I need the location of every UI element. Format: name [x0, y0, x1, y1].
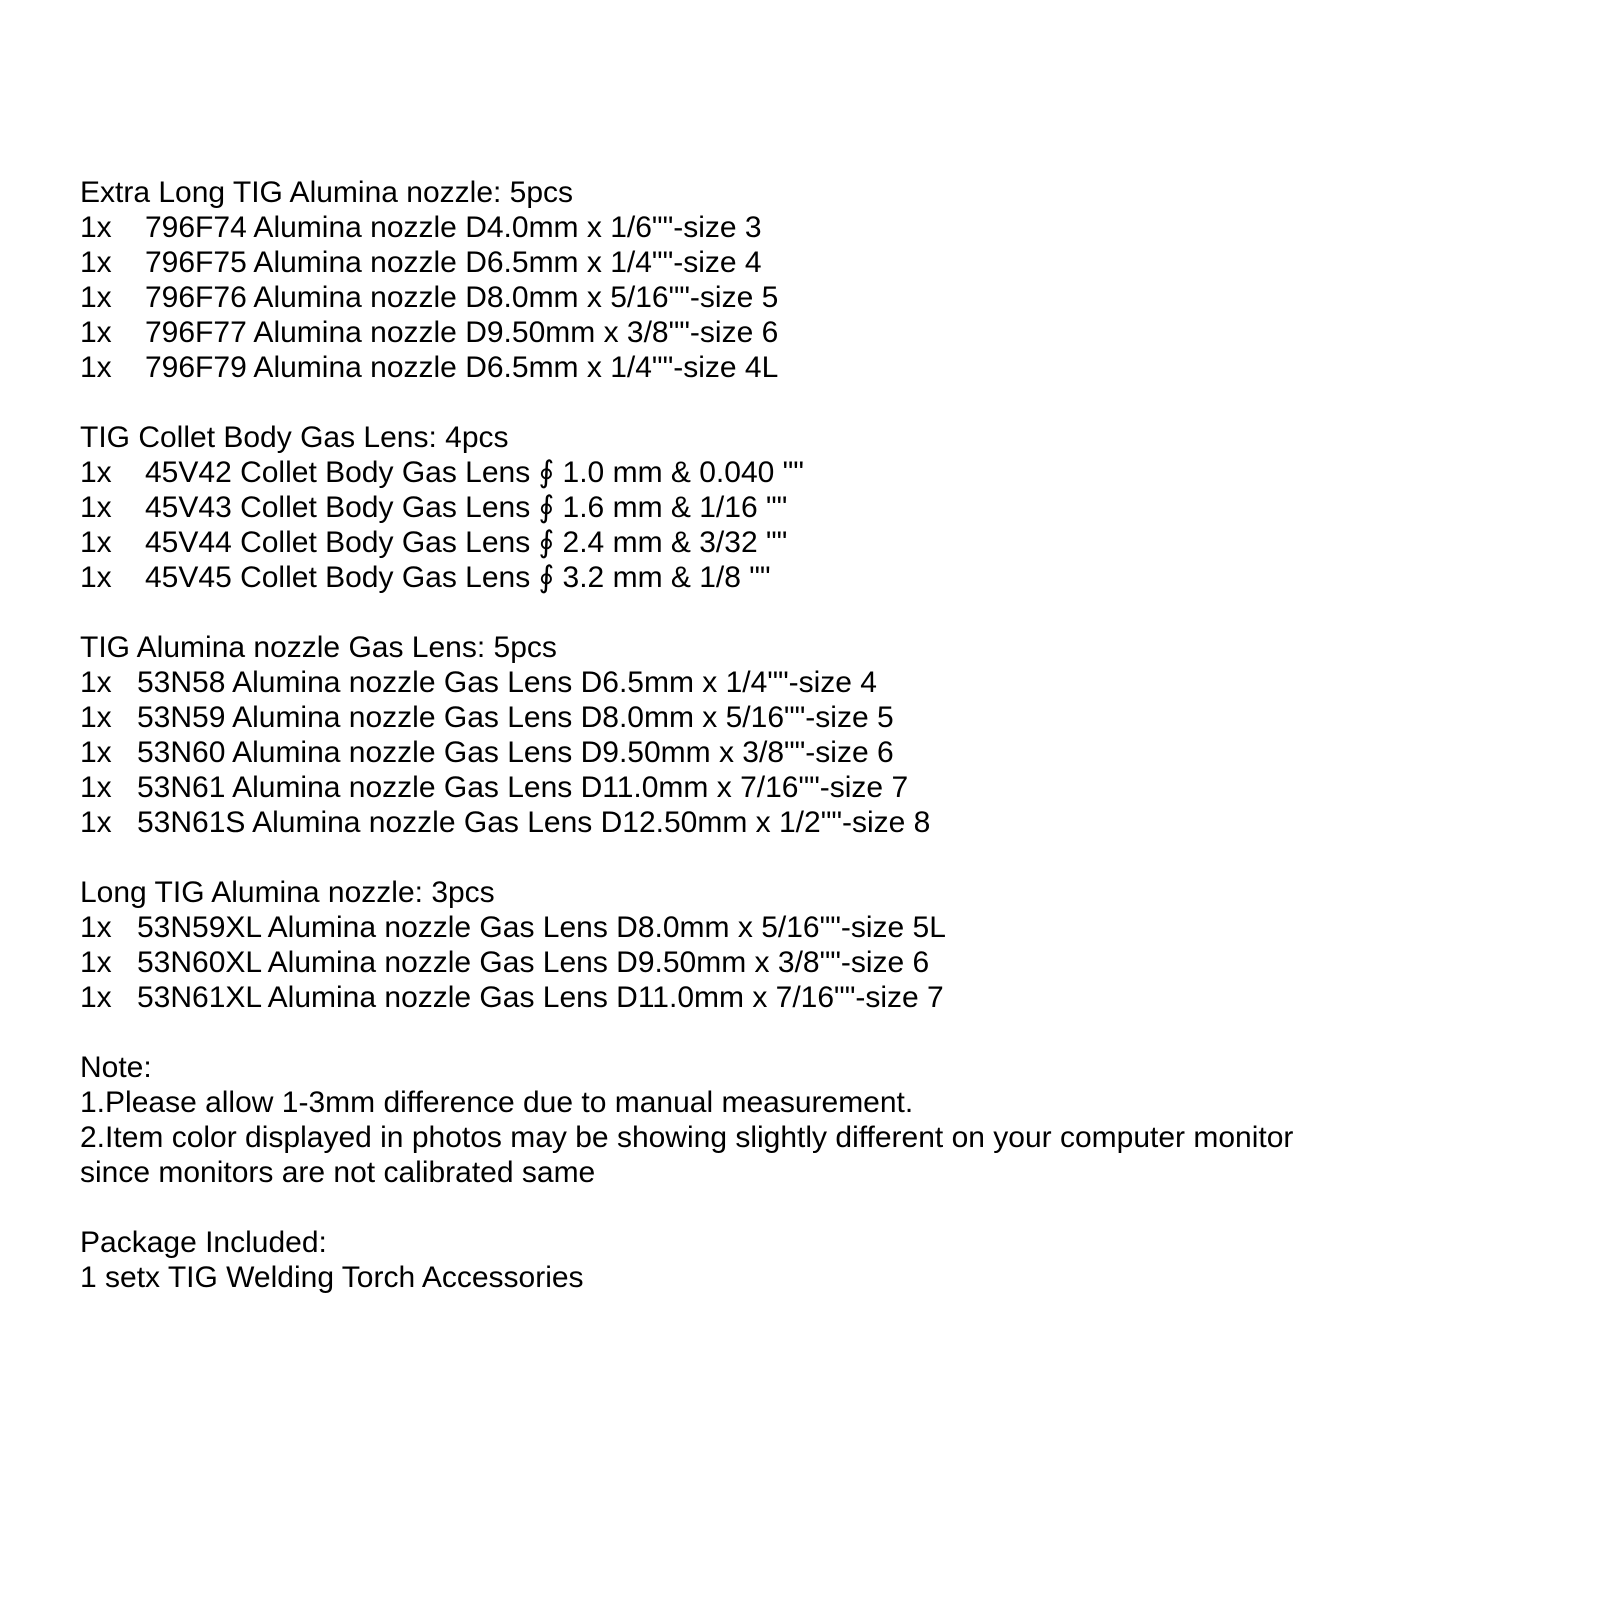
item-qty: 1x	[80, 246, 112, 279]
list-item	[80, 315, 1550, 350]
list-item	[80, 735, 1550, 770]
note-line: 1.Please allow 1-3mm difference due to manual measurement.	[80, 1086, 914, 1119]
section-alumina-nozzle-gas-lens	[80, 630, 1550, 840]
list-item	[80, 210, 1550, 245]
item-qty: 1x	[80, 281, 112, 314]
item-text: 796F79 Alumina nozzle D6.5mm x 1/4""-size 4L	[145, 351, 779, 384]
note-line: 2.Item color displayed in photos may be showing slightly different on your computer monitor	[80, 1121, 1294, 1154]
item-qty: 1x	[80, 981, 112, 1014]
list-item	[80, 560, 1550, 595]
section-long-alumina-nozzle	[80, 875, 1550, 1015]
package-heading: Package Included:	[80, 1226, 327, 1259]
item-text: 53N59 Alumina nozzle Gas Lens D8.0mm x 5/16""-size 5	[137, 701, 894, 734]
item-text: 45V44 Collet Body Gas Lens ∮ 2.4 mm & 3/32 ""	[145, 526, 788, 559]
item-qty: 1x	[80, 666, 112, 699]
product-description-document	[80, 175, 1550, 1295]
section-heading: TIG Alumina nozzle Gas Lens: 5pcs	[80, 631, 557, 664]
item-text: 796F75 Alumina nozzle D6.5mm x 1/4""-size 4	[145, 246, 762, 279]
list-item	[80, 490, 1550, 525]
item-qty: 1x	[80, 806, 112, 839]
item-text: 53N60 Alumina nozzle Gas Lens D9.50mm x 3/8""-size 6	[137, 736, 894, 769]
list-item	[80, 525, 1550, 560]
item-text: 53N61S Alumina nozzle Gas Lens D12.50mm x 1/2""-size 8	[137, 806, 931, 839]
list-item	[80, 350, 1550, 385]
item-text: 53N61XL Alumina nozzle Gas Lens D11.0mm x 7/16""-size 7	[137, 981, 944, 1014]
list-item	[80, 805, 1550, 840]
note-heading: Note:	[80, 1051, 152, 1084]
item-qty: 1x	[80, 526, 112, 559]
item-qty: 1x	[80, 491, 112, 524]
item-text: 53N58 Alumina nozzle Gas Lens D6.5mm x 1/4""-size 4	[137, 666, 877, 699]
section-heading: TIG Collet Body Gas Lens: 4pcs	[80, 421, 509, 454]
item-text: 53N59XL Alumina nozzle Gas Lens D8.0mm x 5/16""-size 5L	[137, 911, 946, 944]
list-item	[80, 245, 1550, 280]
package-line: 1 setx TIG Welding Torch Accessories	[80, 1261, 584, 1294]
item-qty: 1x	[80, 351, 112, 384]
item-text: 45V43 Collet Body Gas Lens ∮ 1.6 mm & 1/16 ""	[145, 491, 788, 524]
list-item	[80, 665, 1550, 700]
list-item	[80, 770, 1550, 805]
item-qty: 1x	[80, 736, 112, 769]
item-text: 53N60XL Alumina nozzle Gas Lens D9.50mm x 3/8""-size 6	[137, 946, 930, 979]
item-qty: 1x	[80, 911, 112, 944]
item-text: 53N61 Alumina nozzle Gas Lens D11.0mm x 7/16""-size 7	[137, 771, 909, 804]
section-heading: Extra Long TIG Alumina nozzle: 5pcs	[80, 176, 574, 209]
item-qty: 1x	[80, 701, 112, 734]
item-text: 45V45 Collet Body Gas Lens ∮ 3.2 mm & 1/8 ""	[145, 561, 771, 594]
section-collet-body-gas-lens	[80, 420, 1550, 595]
list-item	[80, 455, 1550, 490]
item-text: 796F77 Alumina nozzle D9.50mm x 3/8""-size 6	[145, 316, 779, 349]
section-package-included	[80, 1225, 1550, 1295]
section-heading: Long TIG Alumina nozzle: 3pcs	[80, 876, 495, 909]
item-qty: 1x	[80, 946, 112, 979]
list-item	[80, 910, 1550, 945]
item-qty: 1x	[80, 771, 112, 804]
item-qty: 1x	[80, 211, 112, 244]
list-item	[80, 700, 1550, 735]
item-text: 796F76 Alumina nozzle D8.0mm x 5/16""-size 5	[145, 281, 779, 314]
list-item	[80, 280, 1550, 315]
item-qty: 1x	[80, 561, 112, 594]
item-qty: 1x	[80, 456, 112, 489]
item-text: 796F74 Alumina nozzle D4.0mm x 1/6""-size 3	[145, 211, 762, 244]
note-line: since monitors are not calibrated same	[80, 1156, 596, 1189]
list-item	[80, 945, 1550, 980]
section-extra-long-alumina-nozzle	[80, 175, 1550, 385]
section-note	[80, 1050, 1550, 1190]
list-item	[80, 980, 1550, 1015]
item-text: 45V42 Collet Body Gas Lens ∮ 1.0 mm & 0.040 ""	[145, 456, 804, 489]
item-qty: 1x	[80, 316, 112, 349]
